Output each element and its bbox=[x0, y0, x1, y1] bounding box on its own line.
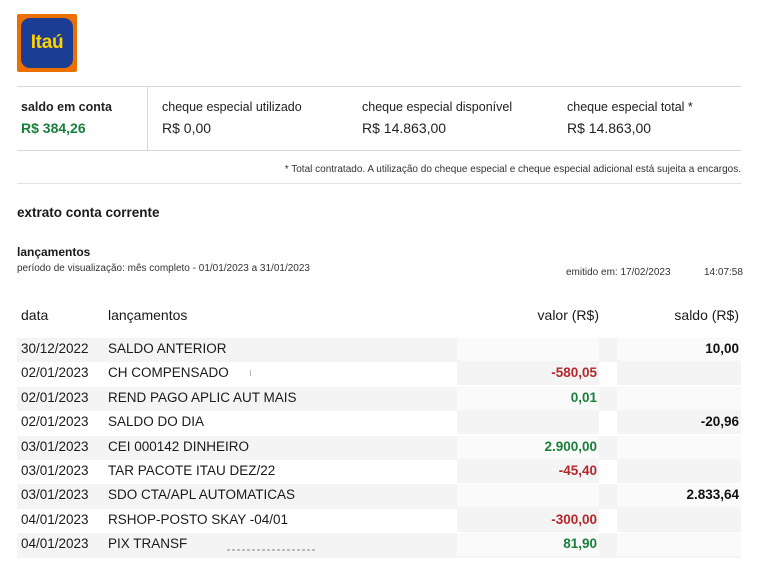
row-description: SALDO DO DIA bbox=[108, 414, 205, 430]
row-balance: 10,00 bbox=[617, 338, 741, 361]
row-balance bbox=[617, 509, 741, 532]
table-header bbox=[17, 307, 741, 327]
row-value bbox=[457, 338, 599, 361]
balance-account bbox=[21, 86, 112, 150]
row-value: -45,40 bbox=[457, 460, 599, 483]
transaction-table bbox=[17, 338, 741, 558]
row-description: SDO CTA/APL AUTOMATICAS bbox=[108, 487, 296, 503]
balance-label: saldo em conta bbox=[21, 100, 112, 114]
row-description: SALDO ANTERIOR bbox=[108, 341, 227, 356]
row-value bbox=[457, 411, 599, 434]
row-value: 81,90 bbox=[457, 533, 599, 556]
row-date: 04/01/2023 bbox=[21, 511, 89, 527]
redaction-mark bbox=[227, 549, 315, 551]
divider bbox=[147, 86, 148, 150]
emitted-time: 14:07:58 bbox=[704, 267, 743, 278]
itau-logo bbox=[17, 14, 77, 72]
statement-subtitle: lançamentos bbox=[17, 245, 91, 259]
row-balance: 2.833,64 bbox=[617, 484, 741, 507]
row-balance bbox=[617, 533, 741, 556]
balance-value: R$ 14.863,00 bbox=[567, 120, 652, 136]
footnote: * Total contratado. A utilização do cheque especial e cheque especial adicional está sujeita a encargos. bbox=[284, 164, 741, 175]
row-balance: -20,96 bbox=[617, 411, 741, 434]
table-row bbox=[17, 509, 741, 533]
row-value: 2.900,00 bbox=[457, 436, 599, 459]
row-value bbox=[457, 484, 599, 507]
row-date: 02/01/2023 bbox=[21, 365, 89, 381]
table-row bbox=[17, 460, 741, 484]
row-date: 30/12/2022 bbox=[21, 341, 89, 356]
row-value: 0,01 bbox=[457, 387, 599, 410]
redaction-mark bbox=[250, 370, 251, 376]
row-balance bbox=[617, 362, 741, 385]
statement-title: extrato conta corrente bbox=[17, 205, 160, 220]
balance-value: R$ 0,00 bbox=[162, 120, 212, 136]
balance-label: cheque especial total * bbox=[567, 100, 693, 114]
header-value: valor (R$) bbox=[537, 307, 599, 323]
table-row bbox=[17, 338, 741, 362]
balance-label: cheque especial disponível bbox=[362, 100, 513, 114]
table-row bbox=[17, 484, 741, 508]
row-description: REND PAGO APLIC AUT MAIS bbox=[108, 389, 297, 405]
row-description: TAR PACOTE ITAU DEZ/22 bbox=[108, 462, 276, 478]
logo-text: Itaú bbox=[30, 32, 64, 53]
divider bbox=[17, 150, 741, 151]
statement-period: período de visualização: mês completo - 01/01/2023 a 31/01/2023 bbox=[17, 263, 310, 274]
balance-value: R$ 384,26 bbox=[21, 120, 86, 136]
row-value: -300,00 bbox=[457, 509, 599, 532]
balance-overdraft-total bbox=[567, 86, 693, 150]
row-balance bbox=[617, 460, 741, 483]
row-date: 03/01/2023 bbox=[21, 487, 89, 503]
table-row bbox=[17, 387, 741, 411]
row-value: -580,05 bbox=[457, 362, 599, 385]
row-balance bbox=[617, 436, 741, 459]
table-row bbox=[17, 533, 741, 557]
row-date: 04/01/2023 bbox=[21, 536, 89, 552]
divider bbox=[17, 183, 741, 184]
emitted-date: emitido em: 17/02/2023 bbox=[566, 267, 671, 278]
logo-badge bbox=[21, 18, 73, 68]
table-row bbox=[17, 411, 741, 435]
row-date: 03/01/2023 bbox=[21, 438, 89, 454]
header-balance: saldo (R$) bbox=[674, 307, 739, 323]
balance-label: cheque especial utilizado bbox=[162, 100, 302, 114]
row-description: CH COMPENSADO bbox=[108, 365, 229, 381]
balance-summary bbox=[17, 86, 741, 150]
balance-value: R$ 14.863,00 bbox=[362, 120, 447, 136]
table-row bbox=[17, 362, 741, 386]
balance-overdraft-available bbox=[362, 86, 512, 150]
row-date: 02/01/2023 bbox=[21, 389, 89, 405]
header-description: lançamentos bbox=[108, 307, 188, 323]
row-description: RSHOP-POSTO SKAY -04/01 bbox=[108, 511, 289, 527]
table-row bbox=[17, 436, 741, 460]
row-description: PIX TRANSF bbox=[108, 536, 188, 552]
balance-overdraft-used bbox=[162, 86, 302, 150]
row-date: 03/01/2023 bbox=[21, 462, 89, 478]
row-date: 02/01/2023 bbox=[21, 414, 89, 430]
row-description: CEI 000142 DINHEIRO bbox=[108, 438, 250, 454]
row-balance bbox=[617, 387, 741, 410]
header-date: data bbox=[21, 307, 49, 323]
